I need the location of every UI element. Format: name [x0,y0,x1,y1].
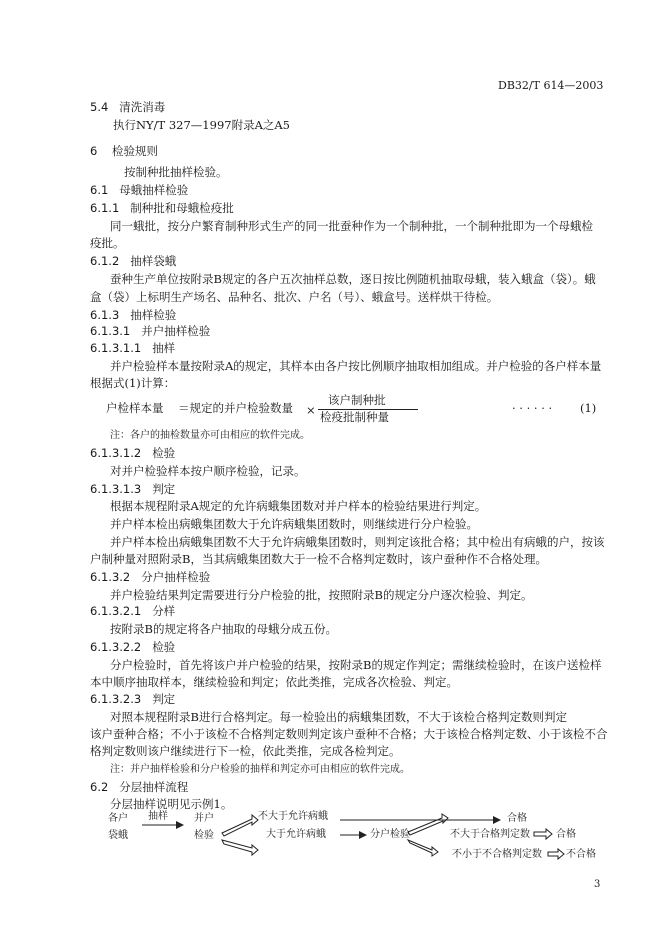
section-number: 6.1.1 [90,201,120,215]
section-title: 检验 [152,446,176,460]
arrow-fail [548,849,564,859]
flow-node-household-inspect: 分户检验 [370,829,410,840]
flow-node-inspect: 检验 [194,830,214,841]
paragraph: 蚕种生产单位按附录B规定的各户五次抽样总数，逐日按比例随机抽取母蛾，装入蛾盒（袋）。蛾 [110,272,596,286]
section-title: 判定 [152,482,176,496]
paragraph: 并户样本检出病蛾集团数大于允许病蛾集团数时，则继续进行分户检验。 [110,517,478,531]
section-number: 6.1.3.1 [90,324,131,338]
section-title: 清洗消毒 [119,100,166,114]
paragraph: 本中顺序抽取样本，继续检验和判定；依此类推，完成各次检验、判定。 [90,675,458,689]
section-title: 分户抽样检验 [141,570,211,584]
section-number: 6.1.3.1.3 [90,482,142,496]
formula-ref: (1) [580,401,597,415]
paragraph: 根据本规程附录A规定的允许病蛾集团数对并户样本的检验结果进行判定。 [110,499,487,513]
section-title: 母蛾抽样检验 [119,183,189,197]
section-number: 6.1.3.2.1 [90,604,142,618]
paragraph: 盒（袋）上标明生产场名、品种名、批次、户名（号）、蛾盒号。送样烘干待检。 [90,290,499,304]
section-number: 6.2 [90,780,109,794]
section-title: 分层抽样流程 [119,780,189,794]
note: 注：并户抽样检验和分户检验的抽样和判定亦可由相应的软件完成。 [110,764,410,775]
flow-label-not-exceed: 不大于允许病蛾 [258,811,328,822]
arrow-pass2 [534,829,552,839]
flow-node-moths: 袋蛾 [108,830,128,841]
paragraph: 户制种量对照附录B，当其病蛾集团数大于一检不合格判定数时，该户蚕种作不合格处理。 [90,552,547,566]
section-title: 制种批和母蛾检疫批 [130,201,234,215]
flow-label-not-exceed-pass: 不大于合格判定数 [450,829,530,840]
section-number: 6.1.3.2.2 [90,640,142,654]
formula-times: × [306,403,316,417]
paragraph: 疫批。 [90,236,125,250]
section-number: 5.4 [90,100,109,114]
paragraph: 分层抽样说明见示例1。 [110,797,233,811]
formula-denominator: 检疫批制种量 [320,410,389,424]
flow-node-households: 各户 [108,813,128,824]
section-number: 6 [90,144,98,158]
section-number: 6.1.3.1.1 [90,341,142,355]
section-number: 6.1.3.2 [90,570,131,584]
section-title: 抽样 [152,341,176,355]
flow-node-combined: 并户 [194,813,214,824]
section-title: 抽样检验 [130,308,177,322]
section-title: 抽样袋蛾 [130,254,177,268]
section-title: 检验规则 [111,144,158,158]
paragraph: 对照本规程附录B进行合格判定。每一检验出的病蛾集团数，不大于该检合格判定数则判定 [110,710,567,724]
formula-numerator: 该户制种批 [328,393,386,407]
arrow-c1 [408,814,448,835]
section-title: 分样 [152,604,176,618]
section-number: 6.1.3.1.2 [90,446,142,460]
note: 注：各户的抽检数量亦可由相应的软件完成。 [110,430,310,441]
paragraph: 对并户检验样本按户顺序检验，记录。 [110,464,306,478]
formula-dots: · · · · · · [512,401,553,415]
formula-lhs: 户检样本量 [106,401,164,415]
section-title: 并户抽样检验 [141,324,211,338]
section-title: 判定 [152,692,176,706]
standard-code: DB32/T 614—2003 [498,79,604,92]
paragraph: 执行NY/T 327—1997附录A之A5 [113,118,290,132]
section-number: 6.1.3 [90,308,120,322]
arrow-c2 [408,840,438,856]
section-number: 6.1.3.2.3 [90,692,142,706]
paragraph: 该户蚕种合格；不小于该检不合格判定数则判定该户蚕种不合格；大于该检合格判定数、小于该检不合 [90,727,608,741]
paragraph: 根据式(1)计算： [90,376,176,390]
paragraph: 格判定数则该户继续进行下一检，依此类推，完成各检判定。 [90,744,401,758]
arrow-down [222,840,258,855]
page-number: 3 [594,879,601,890]
paragraph: 并户样本检出病蛾集团数不大于允许病蛾集团数时，则判定该批合格；其中检出有病蛾的户，按该 [110,535,605,549]
formula-term: ＝规定的并户检验数量 [178,401,293,415]
flow-result-pass: 合格 [507,813,527,824]
flow-result-pass-2: 合格 [556,829,576,840]
section-title: 检验 [152,640,176,654]
paragraph: 按制种批抽样检验。 [124,165,228,179]
flow-label-not-below-fail: 不小于不合格判定数 [452,849,542,860]
arrow-up [222,815,258,836]
paragraph: 分户检验时，首先将该户并户检验的结果，按附录B的规定作判定；需继续检验时，在该户送检样 [110,658,602,672]
section-number: 6.1.2 [90,254,120,268]
flow-label-sample: 抽样 [148,811,168,822]
paragraph: 按附录B的规定将各户抽取的母蛾分成五份。 [110,622,337,636]
flow-result-fail: 不合格 [566,849,596,860]
paragraph: 同一蛾批，按分户繁育制种形式生产的同一批蚕种作为一个制种批，一个制种批即为一个母蛾检 [110,219,593,233]
paragraph: 并户检验样本量按附录A的规定，其样本由各户按比例顺序抽取相加组成。并户检验的各户样本量 [110,359,602,373]
flow-label-exceed: 大于允许病蛾 [266,829,326,840]
paragraph: 并户检验结果判定需要进行分户检验的批，按照附录B的规定分户逐次检验、判定。 [110,588,533,602]
section-number: 6.1 [90,183,109,197]
